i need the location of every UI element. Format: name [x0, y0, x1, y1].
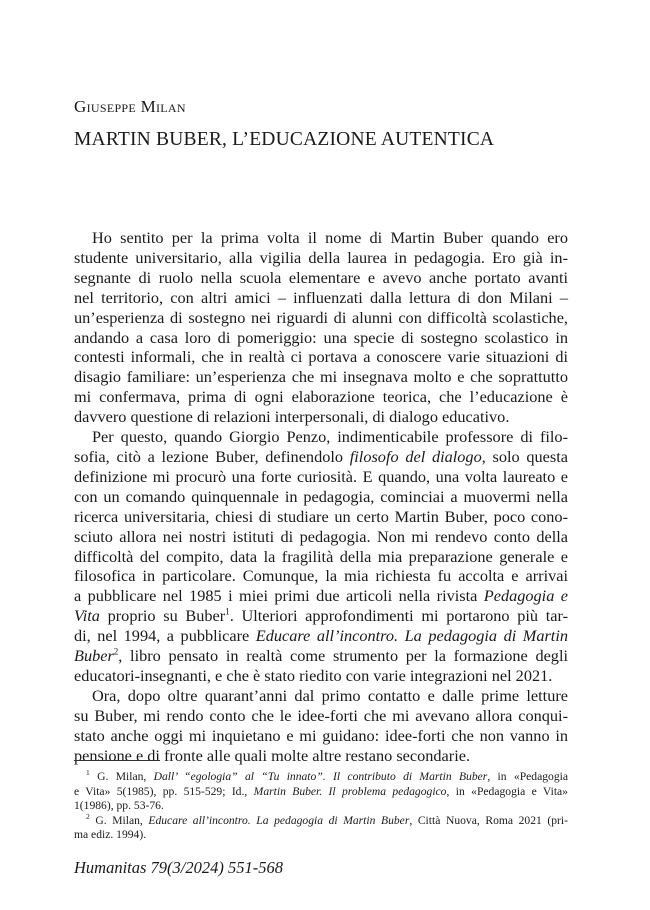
text-span: di, nel 1994, a pubblicare [74, 626, 256, 646]
text-span: . Ulteriori approfondimenti mi portarono più tar- [229, 606, 568, 626]
text-line: difficoltà del compito, data la fragilità della mia preparazione generale e [74, 546, 568, 566]
article-body [74, 228, 568, 765]
text-line [74, 626, 568, 646]
text-line: educatori-insegnanti, e che è stato riedito con varie integrazioni nel 2021. [74, 665, 553, 685]
footnote-mark: 2 [86, 811, 90, 821]
text-span: proprio su Buber [99, 606, 226, 626]
footnote-2-line: ma ediz. 1994). [74, 828, 147, 842]
text-span: e Vita» 5(1985), pp. 515-529; Id., [74, 784, 254, 798]
text-span: , in «Pedagogia [487, 770, 568, 783]
text-line [74, 586, 568, 606]
journal-name: Pedagogia e [483, 586, 568, 606]
book-title: Buber [74, 646, 114, 666]
cited-title: Martin Buber. Il problema pedagogico [253, 784, 447, 798]
journal-name: Vita [74, 606, 100, 626]
text-span: G. Milan, [89, 813, 149, 827]
text-line: pensione e di fronte alle quali molte altre restano secondarie. [74, 745, 471, 765]
text-line: andando a casa loro di pomeriggio: una specie di sostegno scolastico in [74, 327, 568, 347]
footnote-ref-2[interactable]: 2 [113, 646, 119, 657]
text-line: sciuto allora nei nostri istituti di pedagogia. Non mi rendevo conto della [74, 526, 568, 546]
paragraph-1 [74, 228, 568, 427]
footnote-divider [74, 760, 160, 761]
footnote-1-line [74, 785, 568, 800]
text-span: , solo questa [481, 446, 568, 466]
journal-citation: Humanitas 79(3/2024) 551-568 [74, 858, 283, 877]
text-line: Per questo, quando Giorgio Penzo, indimenticabile professore di filo- [92, 427, 568, 447]
article-title: MARTIN BUBER, L’EDUCAZIONE AUTENTICA [74, 129, 495, 150]
text-line: nel territorio, con altri amici – influenzati dalla lettura di don Milani – [74, 287, 568, 307]
paragraph-2 [74, 427, 568, 686]
footnote-1-line: 1(1986), pp. 53-76. [74, 799, 164, 813]
text-line [74, 606, 568, 626]
paragraph-3 [74, 686, 568, 766]
cited-title: Dall’ “egologia” al “Tu innato”. Il contributo di Martin Buber [153, 770, 488, 783]
author-name: Giuseppe Milan [74, 97, 186, 116]
text-span: , Città Nuova, Roma 2021 (pri- [409, 813, 568, 827]
text-line: ricerca universitaria, chiesi di studiare un certo Martin Buber, poco cono- [74, 506, 568, 526]
text-line: con un comando quinquennale in pedagogia, cominciai a muovermi nella [74, 486, 568, 506]
book-title: Educare all’incontro. La pedagogia di Martin [255, 626, 568, 646]
emphasis: filosofo del dialogo [349, 446, 482, 466]
text-line [74, 447, 568, 467]
text-span: G. Milan, [89, 770, 154, 783]
text-line: Ora, dopo oltre quarant’anni dal primo contatto e dalle prime letture [92, 685, 568, 705]
footnote-ref-1[interactable]: 1 [225, 606, 230, 617]
text-line: contesti informali, che in realtà ci portava a conoscere varie situazioni di [74, 347, 568, 367]
text-line [74, 646, 568, 666]
text-span: a pubblicare nel 1985 i miei primi due articoli nella rivista [74, 586, 484, 606]
text-line: definizione mi procurò una forte curiosità. E quando, una volta laureato e [74, 466, 568, 486]
footnote-1 [74, 770, 568, 785]
text-line: disagio familiare: un’esperienza che mi insegnava molto e che soprattutto [74, 367, 568, 387]
text-line: filosofica in particolare. Comunque, la mia richiesta fu accolta e arrivai [74, 566, 568, 586]
footnote-2 [74, 811, 568, 829]
text-line: un’esperienza di sostegno nei riguardi di alunni con difficoltà scolastiche, [74, 307, 568, 327]
text-line: studente universitario, alla vigilia della laurea in pedagogia. Ero già in- [74, 247, 568, 267]
text-line: davvero questione di relazioni interpersonali, di dialogo educativo. [74, 407, 510, 427]
text-line: Ho sentito per la prima volta il nome di Martin Buber quando ero [92, 228, 568, 247]
text-line: mi confermava, prima di ogni elaborazione teorica, che l’educazione è [74, 387, 568, 407]
text-span: , libro pensato in realtà come strumento per la formazione degli [118, 646, 568, 666]
text-line: segnante di ruolo nella scuola elementare e avevo anche portato avanti [74, 267, 568, 287]
cited-title: Educare all’incontro. La pedagogia di Martin Buber [148, 813, 410, 827]
footnote-mark: 1 [86, 768, 90, 778]
text-span: sofia, citò a lezione Buber, definendolo [74, 446, 350, 466]
text-span: , in «Pedagogia e Vita» [446, 784, 568, 798]
text-line: su Buber, mi rendo conto che le idee-forti che mi avevano allora conqui- [74, 705, 568, 725]
footnotes [74, 770, 568, 843]
text-line: stato anche oggi mi inquietano e mi guidano: idee-forti che non vanno in [74, 725, 568, 745]
